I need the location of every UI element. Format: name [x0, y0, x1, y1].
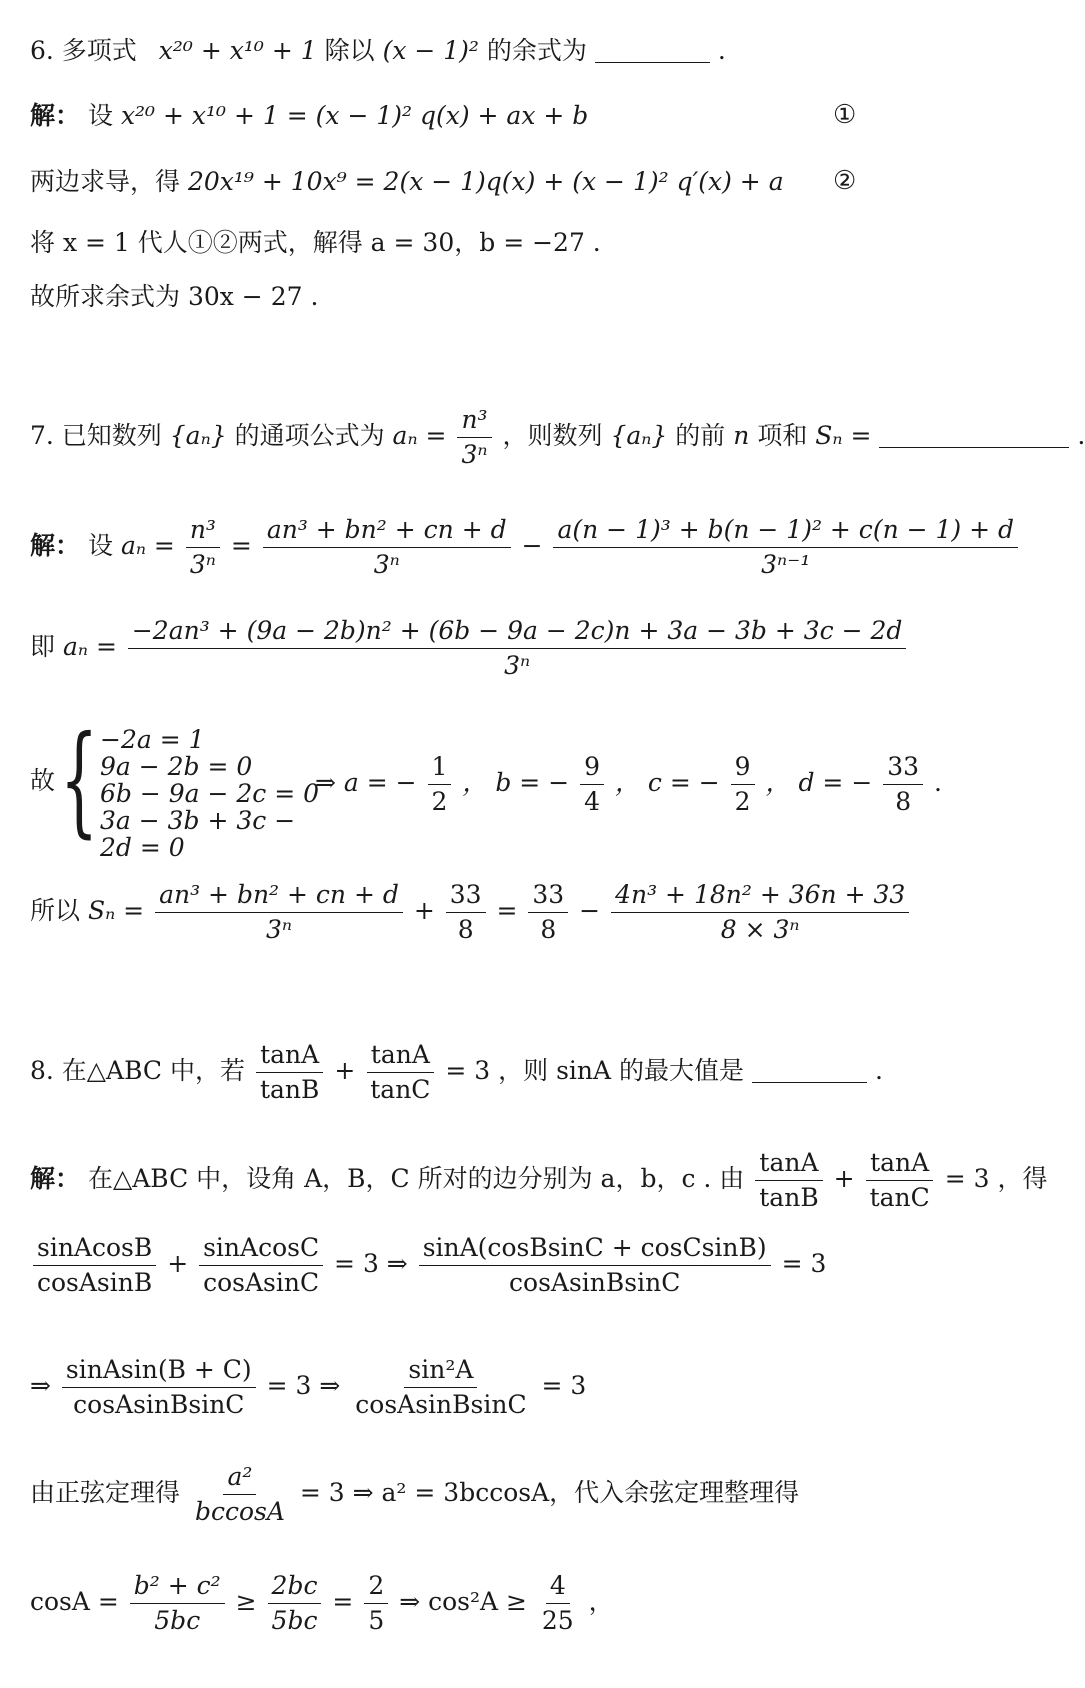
sol8-frac-3 [33, 1233, 156, 1298]
frac-den: 25 [541, 1606, 574, 1635]
sol7-frac-d [128, 616, 907, 681]
sol8-frac-2 [866, 1148, 934, 1213]
q7-mid2: ，则数列 [502, 421, 603, 450]
q6-mid: 除以 [324, 36, 375, 65]
frac-num: 9 [580, 752, 604, 785]
op-eq3: = 3 [781, 1249, 827, 1278]
frac-num: an³ + bn² + cn + d [155, 880, 403, 913]
problem-6-solution-line-3: 将 x = 1 代人①②两式，解得 a = 30，b = −27 . [30, 228, 601, 257]
sol8-frac-6 [62, 1355, 256, 1420]
frac-den: cosAsinBsinC [355, 1390, 527, 1419]
op-eq3: = 3 [541, 1371, 587, 1400]
frac-den: 3ⁿ [504, 651, 531, 680]
sol8-frac-7 [351, 1355, 530, 1420]
sol8-sine-law: 由正弦定理得 [30, 1478, 181, 1507]
q7-mid: 的通项公式为 [234, 421, 385, 450]
sol7-therefore: 故 [30, 766, 56, 795]
frac-num: 4 [546, 1571, 570, 1604]
q7-frac-num: n³ [457, 405, 491, 438]
sol8-eq3: = 3 [944, 1164, 990, 1193]
system-solution [315, 752, 942, 817]
frac-den: 8 [895, 787, 912, 816]
q6-polynomial: x²⁰ + x¹⁰ + 1 [158, 36, 317, 65]
sol7-an-2: aₙ = [62, 632, 117, 661]
res-b-frac [580, 752, 604, 817]
frac-den: cosAsinBsinC [73, 1390, 245, 1419]
system-rows [100, 726, 320, 861]
frac-num: 33 [528, 880, 568, 913]
sol7-sn: Sₙ = [87, 896, 145, 925]
sol8-cos-law: = 3 ⇒ a² = 3bccosA，代入余弦定理整理得 [299, 1478, 800, 1507]
frac-num: b² + c² [130, 1571, 225, 1604]
op-plus: + [833, 1164, 855, 1193]
q7-fraction [457, 405, 491, 470]
frac-den: 2 [431, 787, 448, 816]
problem-6-solution-line-1 [30, 101, 588, 131]
sol8-frac-10 [268, 1571, 322, 1636]
frac-den: cosAsinB [37, 1268, 153, 1297]
q6-divisor: (x − 1)² [382, 36, 479, 65]
frac-den: 5bc [271, 1606, 318, 1635]
op-eq-imp: = 3 ⇒ [266, 1371, 341, 1400]
sol8-intro: 在△ABC 中，设角 A，B，C 所对的边分别为 a，b，c . 由 [87, 1164, 745, 1193]
frac-num: sinA(cosBsinC + cosCsinB) [419, 1233, 771, 1266]
frac-num: 9 [731, 752, 755, 785]
problem-8-solution-line-3 [30, 1355, 586, 1420]
sol8-de: ，得 [997, 1164, 1048, 1193]
sol8-frac-11 [364, 1571, 388, 1636]
solution-label: 解： [30, 531, 81, 560]
op-imp: ⇒ [30, 1371, 51, 1400]
frac-den: 8 [457, 915, 474, 944]
frac-den: 5 [368, 1606, 385, 1635]
problem-6-solution-line-4: 故所求余式为 30x − 27 . [30, 282, 319, 311]
sol8-frac-4 [199, 1233, 323, 1298]
sol8-frac-5 [419, 1233, 771, 1298]
op-minus: − [579, 896, 601, 925]
sn-frac-2 [446, 880, 486, 945]
res-c-frac [731, 752, 755, 817]
op-plus: + [413, 896, 435, 925]
solution-label: 解： [30, 1164, 81, 1193]
q8-frac-2 [366, 1040, 434, 1105]
frac-num: sinAcosB [33, 1233, 156, 1266]
sol7-an: aₙ = [120, 531, 175, 560]
sol6-derivative: 20x¹⁹ + 10x⁹ = 2(x − 1)q(x) + (x − 1)² q′(x) + a [187, 167, 784, 196]
problem-7-solution-sum [30, 880, 912, 945]
res-a-label: ⇒ a = − [315, 768, 417, 797]
problem-8-solution-line-5: cosA = $\frac{\text{b² + c²}}{5bc}$ ≥ $\frac{2bc}{5bc}$ = $\frac{2}{5}$ ⇒ cos²A ≥ $\frac{4}{25}$ ， [30, 1571, 614, 1635]
frac-num: tanA [866, 1148, 933, 1181]
q7-seq-2: {aₙ} [610, 421, 668, 450]
q7-prefix: 7. 已知数列 [30, 421, 162, 450]
problem-8-solution-line-1 [30, 1148, 1047, 1213]
frac-den: tanC [869, 1183, 930, 1212]
frac-num: 2bc [268, 1571, 322, 1604]
problem-8-solution-line-2 [30, 1233, 826, 1298]
sol8-frac-1 [755, 1148, 822, 1213]
q7-sn: Sₙ = [815, 421, 872, 450]
frac-num: −2an³ + (9a − 2b)n² + (6b − 9a − 2c)n + 3a − 3b + 3c − 2d [128, 616, 907, 649]
problem-8-solution-line-4 [30, 1462, 799, 1527]
problem-6-solution-line-2 [30, 167, 784, 197]
sol7-frac-a [186, 515, 220, 580]
sol8-end: ， [588, 1587, 614, 1616]
q7-mid3: 的前 [675, 421, 726, 450]
op-eq: = [496, 896, 518, 925]
system-row: 6b − 9a − 2c = 0 [100, 779, 320, 808]
frac-num: 1 [428, 752, 452, 785]
sol7-frac-c [553, 515, 1018, 580]
frac-num: n³ [186, 515, 220, 548]
frac-den: cosAsinBsinC [509, 1268, 681, 1297]
sol6-derive-label: 两边求导，得 [30, 167, 181, 196]
equation-marker-1: ① [833, 100, 857, 130]
sol7-set: 设 [87, 531, 113, 560]
q8-end: . [874, 1056, 883, 1085]
sol8-frac-8 [191, 1462, 289, 1527]
solution-label: 解： [30, 101, 81, 130]
q6-end: . [717, 36, 726, 65]
sn-frac-4 [611, 880, 909, 945]
sol7-ie: 即 [30, 632, 56, 661]
frac-den: 4 [584, 787, 601, 816]
res-b-label: ， b = − [462, 768, 570, 797]
q7-seq: {aₙ} [169, 421, 227, 450]
system-row: −2a = 1 [100, 725, 205, 754]
sn-frac-3 [528, 880, 568, 945]
system-row: 3a − 3b + 3c − 2d = 0 [100, 806, 296, 862]
problem-7-solution-line-1: 解： 设 aₙ = $\frac{\text{n³}}{\text{3ⁿ}}$ = $\frac{\text{an³ + bn² + cn + d}}{\text{3ⁿ}}$ − $\frac{\text{a(n − 1)³ + b(n − 1)² + c(n − 1) + d}}{\text{3ⁿ⁻¹}}$ [30, 515, 1021, 580]
q8-prefix: 8. 在△ABC 中，若 [30, 1056, 245, 1085]
sn-frac-1 [155, 880, 403, 945]
frac-den: 2 [734, 787, 751, 816]
problem-6-question [30, 36, 726, 66]
op-eq-imp: = 3 ⇒ [334, 1249, 408, 1278]
frac-den: tanB [759, 1183, 819, 1212]
sol6-set: 设 [87, 101, 113, 130]
frac-den: 8 × 3ⁿ [720, 915, 800, 944]
res-d-label: ， d = − [765, 768, 873, 797]
res-d-frac [883, 752, 923, 817]
equation-system [60, 711, 320, 862]
frac-den: bccosA [194, 1497, 285, 1526]
problem-7-question [30, 405, 1085, 470]
sol7-frac-b [263, 515, 511, 580]
op-plus: + [334, 1056, 356, 1085]
frac-den: cosAsinC [203, 1268, 320, 1297]
answer-blank [879, 423, 1069, 448]
frac-num: 33 [883, 752, 923, 785]
frac-num: 4n³ + 18n² + 36n + 33 [611, 880, 909, 913]
q8-mid: ，则 sinA 的最大值是 [498, 1056, 745, 1085]
frac-num: a(n − 1)³ + b(n − 1)² + c(n − 1) + d [553, 515, 1018, 548]
q7-an: aₙ = [392, 421, 447, 450]
frac-num: tanA [256, 1040, 323, 1073]
sol6-identity: = (x − 1)² q(x) + ax + b [286, 101, 589, 130]
frac-den: 3ⁿ [265, 915, 292, 944]
op-imp-cos2: ⇒ cos²A ≥ [399, 1587, 527, 1616]
answer-blank [595, 38, 710, 63]
op-plus: + [167, 1249, 189, 1278]
frac-den: 3ⁿ⁻¹ [761, 550, 811, 579]
frac-num: 33 [446, 880, 486, 913]
equation-marker-2: ② [833, 166, 857, 196]
q7-n: n [733, 421, 750, 450]
frac-num: sin²A [404, 1355, 477, 1388]
q7-frac-den: 3ⁿ [461, 440, 488, 469]
frac-num: sinAcosC [199, 1233, 323, 1266]
q6-prefix: 6. 多项式 [30, 36, 137, 65]
frac-den: 5bc [154, 1606, 201, 1635]
frac-num: a² [223, 1462, 256, 1495]
q6-suffix: 的余式为 [486, 36, 587, 65]
res-a-frac [428, 752, 452, 817]
frac-num: an³ + bn² + cn + d [263, 515, 511, 548]
q8-eq3: = 3 [445, 1056, 491, 1085]
frac-num: sinAsin(B + C) [62, 1355, 256, 1388]
frac-den: tanC [370, 1075, 431, 1104]
sol8-frac-9 [130, 1571, 225, 1636]
sol7-so: 所以 [30, 896, 81, 925]
frac-den: tanB [259, 1075, 320, 1104]
problem-7-solution-line-2 [30, 616, 909, 681]
problem-8-question [30, 1040, 883, 1105]
frac-num: tanA [367, 1040, 434, 1073]
frac-den: 8 [540, 915, 557, 944]
frac-num: tanA [755, 1148, 822, 1181]
frac-den: 3ⁿ [373, 550, 400, 579]
res-c-label: ， c = − [614, 768, 720, 797]
op-ge: ≥ [235, 1587, 257, 1616]
sol6-polynomial: x²⁰ + x¹⁰ + 1 [120, 101, 279, 130]
frac-den: 3ⁿ [189, 550, 216, 579]
sol8-frac-12 [538, 1571, 578, 1636]
system-row: 9a − 2b = 0 [100, 752, 253, 781]
q7-end: . [1077, 421, 1085, 450]
left-brace: { [60, 711, 99, 850]
q7-mid4: 项和 [757, 421, 808, 450]
res-end: . [934, 768, 942, 797]
frac-num: 2 [364, 1571, 388, 1604]
sol8-cosA: cosA = [30, 1587, 119, 1616]
answer-blank [752, 1058, 867, 1083]
q8-frac-1 [256, 1040, 323, 1105]
